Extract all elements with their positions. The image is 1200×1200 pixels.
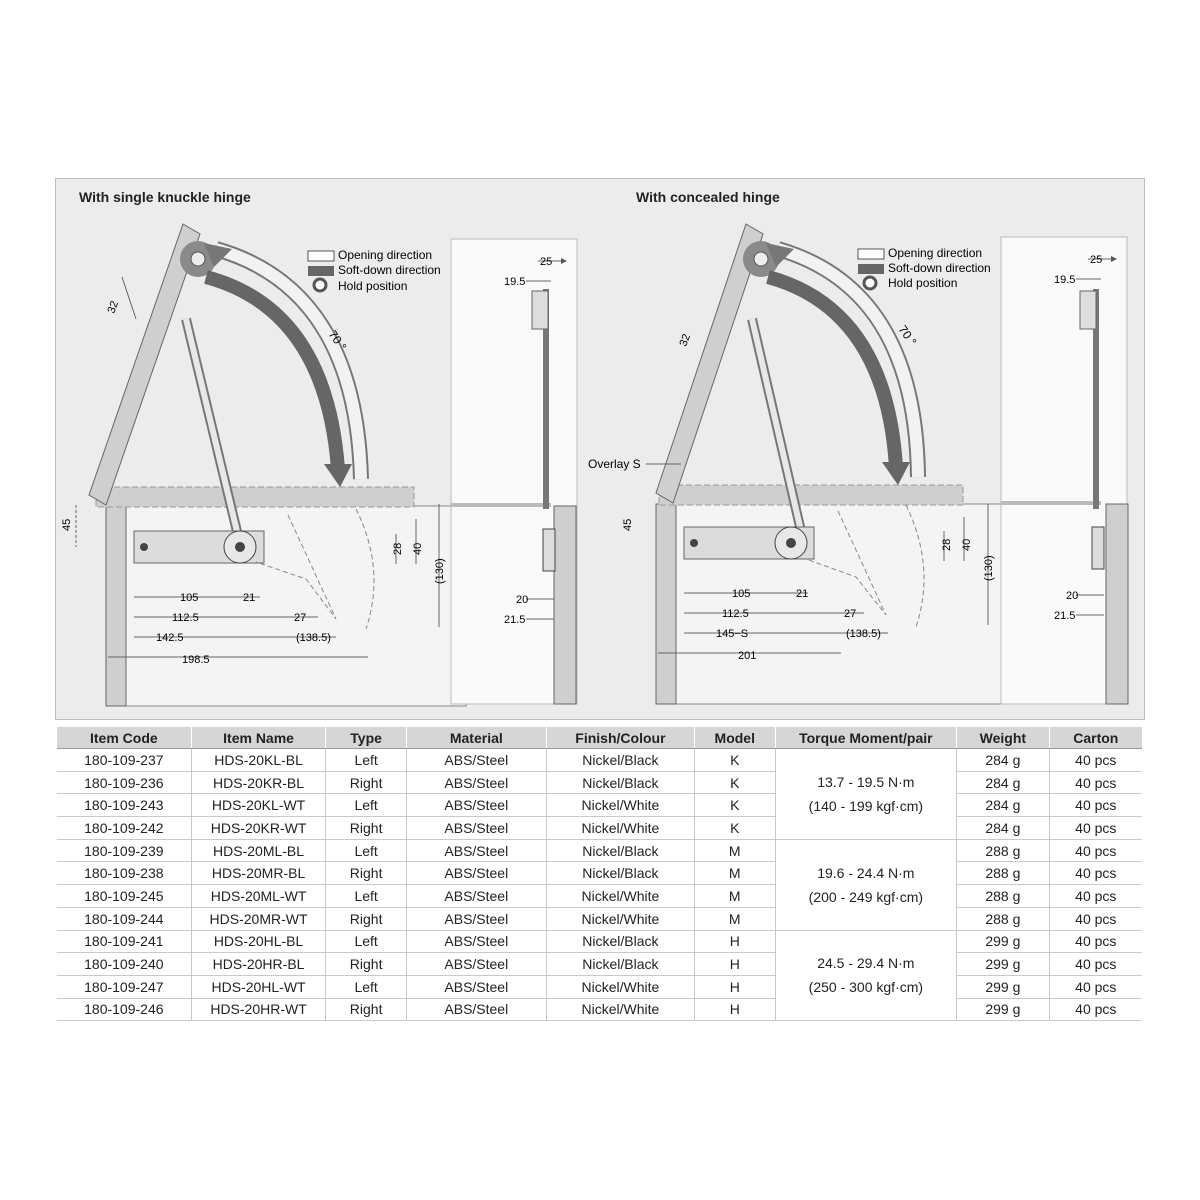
dim-21: 21 (243, 592, 256, 604)
table-row (57, 839, 1142, 862)
table-body (57, 749, 1142, 1021)
table-row (57, 862, 1142, 885)
cell-material: ABS/Steel (406, 930, 546, 953)
cell-finish: Nickel/White (546, 817, 694, 840)
cell-name: HDS-20KR-BL (191, 771, 326, 794)
cell-finish: Nickel/Black (546, 953, 694, 976)
cell-weight: 299 g (957, 998, 1049, 1021)
cell-model: H (695, 998, 775, 1021)
header-weight: Weight (957, 727, 1049, 749)
header-item-name: Item Name (191, 727, 326, 749)
side-dim-21-2: 21.5 (1054, 610, 1076, 622)
cell-model: M (695, 862, 775, 885)
cell-finish: Nickel/White (546, 975, 694, 998)
softdown-legend-swatch (308, 266, 334, 276)
overlay-label: Overlay S (588, 457, 641, 471)
header-item-code: Item Code (57, 727, 191, 749)
angle-label: 70 ° (325, 327, 350, 354)
cell-model: K (695, 794, 775, 817)
dim-138: (138.5) (296, 632, 331, 644)
legend-opening-2: Opening direction (888, 246, 983, 260)
header-material: Material (406, 727, 546, 749)
dim-45: 45 (61, 518, 73, 531)
cell-name: HDS-20HR-WT (191, 998, 326, 1021)
cell-carton: 40 pcs (1049, 794, 1142, 817)
concealed-side-view (1001, 237, 1128, 704)
softdown-arc (206, 277, 338, 469)
cell-type: Right (326, 998, 406, 1021)
torque-nm: 19.6 - 24.4 N·m (817, 864, 915, 881)
cell-material: ABS/Steel (406, 839, 546, 862)
cell-type: Right (326, 817, 406, 840)
knuckle-side-view (451, 239, 577, 704)
dim-28-2: 28 (941, 538, 953, 551)
side-dim-19: 19.5 (504, 276, 526, 288)
cell-material: ABS/Steel (406, 862, 546, 885)
cell-material: ABS/Steel (406, 794, 546, 817)
cell-finish: Nickel/Black (546, 862, 694, 885)
cell-carton: 40 pcs (1049, 817, 1142, 840)
header-carton: Carton (1049, 727, 1142, 749)
dim-130: (130) (434, 558, 446, 584)
cell-type: Right (326, 862, 406, 885)
cell-finish: Nickel/White (546, 907, 694, 930)
header-torque: Torque Moment/pair (775, 727, 957, 749)
cell-weight: 288 g (957, 907, 1049, 930)
side-dim-21: 21.5 (504, 614, 526, 626)
cell-weight: 284 g (957, 794, 1049, 817)
cell-model: K (695, 817, 775, 840)
cell-name: HDS-20HL-WT (191, 975, 326, 998)
lid-closed (96, 487, 414, 507)
cell-carton: 40 pcs (1049, 975, 1142, 998)
cell-carton: 40 pcs (1049, 953, 1142, 976)
cell-weight: 288 g (957, 885, 1049, 908)
header-model: Model (695, 727, 775, 749)
dim-40: 40 (412, 542, 424, 555)
cell-name: HDS-20KL-WT (191, 794, 326, 817)
cell-code: 180-109-246 (57, 998, 191, 1021)
torque-kgf: (200 - 249 kgf·cm) (808, 888, 924, 905)
dim-28: 28 (392, 542, 404, 555)
cell-name: HDS-20HR-BL (191, 953, 326, 976)
table-row (57, 794, 1142, 817)
cell-carton: 40 pcs (1049, 930, 1142, 953)
cell-carton: 40 pcs (1049, 771, 1142, 794)
torque-nm: 13.7 - 19.5 N·m (817, 773, 915, 790)
dim-32: 32 (105, 299, 122, 316)
legend-hold-2: Hold position (888, 276, 958, 290)
cell-code: 180-109-240 (57, 953, 191, 976)
cell-weight: 299 g (957, 953, 1049, 976)
dim-45-2: 45 (622, 518, 634, 531)
cell-name: HDS-20KL-BL (191, 749, 326, 772)
cell-code: 180-109-247 (57, 975, 191, 998)
side-dim-20: 20 (516, 594, 529, 606)
dim-142: 142.5 (156, 632, 184, 644)
dim-112: 112.5 (172, 612, 199, 624)
cell-model: M (695, 839, 775, 862)
cell-type: Left (326, 794, 406, 817)
cell-code: 180-109-241 (57, 930, 191, 953)
cell-finish: Nickel/Black (546, 839, 694, 862)
side-dim-25: 25 (540, 256, 553, 268)
opening-legend-swatch (308, 251, 334, 261)
cell-code: 180-109-243 (57, 794, 191, 817)
concealed-hinge-diagram (588, 224, 1016, 704)
table-row (57, 771, 1142, 794)
cell-finish: Nickel/White (546, 998, 694, 1021)
cell-weight: 299 g (957, 975, 1049, 998)
dim-112-2: 112.5 (722, 608, 749, 620)
cell-weight: 284 g (957, 771, 1049, 794)
cell-weight: 288 g (957, 862, 1049, 885)
cell-code: 180-109-236 (57, 771, 191, 794)
cell-weight: 284 g (957, 749, 1049, 772)
dim-130-2: (130) (983, 555, 995, 581)
legend-softdown-2: Soft-down direction (888, 261, 991, 275)
cell-model: M (695, 885, 775, 908)
dim-27: 27 (294, 612, 307, 624)
table-row (57, 749, 1142, 772)
table-row (57, 998, 1142, 1021)
cell-model: K (695, 749, 775, 772)
cell-finish: Nickel/White (546, 794, 694, 817)
left-diagram-title: With single knuckle hinge (79, 189, 251, 205)
cell-torque (775, 749, 957, 840)
installation-diagrams (56, 179, 1144, 719)
cell-name: HDS-20MR-WT (191, 907, 326, 930)
torque-kgf: (140 - 199 kgf·cm) (808, 797, 924, 814)
side-dim-19-2: 19.5 (1054, 274, 1076, 286)
cell-carton: 40 pcs (1049, 885, 1142, 908)
cell-name: HDS-20ML-WT (191, 885, 326, 908)
cell-material: ABS/Steel (406, 771, 546, 794)
dim-105-2: 105 (732, 588, 751, 600)
spec-table (57, 727, 1142, 1021)
cell-weight: 288 g (957, 839, 1049, 862)
table-row (57, 885, 1142, 908)
cell-type: Right (326, 771, 406, 794)
cell-model: K (695, 771, 775, 794)
table-row (57, 953, 1142, 976)
table-row (57, 817, 1142, 840)
dim-138-2: (138.5) (846, 628, 881, 640)
cabinet-side-panel (106, 506, 126, 706)
cell-model: H (695, 975, 775, 998)
cell-name: HDS-20ML-BL (191, 839, 326, 862)
cell-material: ABS/Steel (406, 817, 546, 840)
cell-carton: 40 pcs (1049, 907, 1142, 930)
cell-finish: Nickel/Black (546, 930, 694, 953)
cell-material: ABS/Steel (406, 998, 546, 1021)
legend-hold: Hold position (338, 279, 408, 293)
cell-type: Left (326, 975, 406, 998)
dim-105: 105 (180, 592, 199, 604)
cell-material: ABS/Steel (406, 749, 546, 772)
angle-label-2: 70 ° (895, 322, 920, 349)
cell-code: 180-109-238 (57, 862, 191, 885)
legend-softdown: Soft-down direction (338, 263, 441, 277)
cell-carton: 40 pcs (1049, 749, 1142, 772)
cell-model: M (695, 907, 775, 930)
cell-type: Left (326, 839, 406, 862)
dim-201: 201 (738, 650, 757, 662)
knuckle-hinge-diagram (61, 224, 466, 706)
dim-27-2: 27 (844, 608, 857, 620)
torque-nm: 24.5 - 29.4 N·m (817, 955, 915, 972)
cell-torque (775, 839, 957, 930)
cell-model: H (695, 953, 775, 976)
cell-carton: 40 pcs (1049, 998, 1142, 1021)
legend-opening: Opening direction (338, 248, 433, 262)
header-type: Type (326, 727, 406, 749)
dim-32-2: 32 (677, 332, 694, 349)
table-row (57, 975, 1142, 998)
diagram-panel (55, 178, 1145, 720)
cell-finish: Nickel/Black (546, 771, 694, 794)
cell-carton: 40 pcs (1049, 862, 1142, 885)
cell-material: ABS/Steel (406, 975, 546, 998)
dim-145s: 145−S (716, 628, 749, 640)
cell-material: ABS/Steel (406, 885, 546, 908)
cell-code: 180-109-244 (57, 907, 191, 930)
cell-code: 180-109-239 (57, 839, 191, 862)
cell-weight: 299 g (957, 930, 1049, 953)
table-row (57, 907, 1142, 930)
cell-torque (775, 930, 957, 1021)
cell-material: ABS/Steel (406, 953, 546, 976)
dim-21-2: 21 (796, 588, 809, 600)
cell-name: HDS-20KR-WT (191, 817, 326, 840)
cell-carton: 40 pcs (1049, 839, 1142, 862)
cell-finish: Nickel/Black (546, 749, 694, 772)
cell-type: Left (326, 749, 406, 772)
header-finish: Finish/Colour (546, 727, 694, 749)
side-dim-20-2: 20 (1066, 590, 1079, 602)
dim-40-2: 40 (961, 538, 973, 551)
right-diagram-title: With concealed hinge (636, 189, 780, 205)
side-dim-25-2: 25 (1090, 254, 1103, 266)
cell-name: HDS-20HL-BL (191, 930, 326, 953)
cell-weight: 284 g (957, 817, 1049, 840)
torque-kgf: (250 - 300 kgf·cm) (808, 979, 924, 996)
dim-198: 198.5 (182, 654, 210, 666)
cell-type: Right (326, 907, 406, 930)
cell-code: 180-109-245 (57, 885, 191, 908)
cell-model: H (695, 930, 775, 953)
cell-type: Right (326, 953, 406, 976)
table-header-row (57, 727, 1142, 749)
hold-legend-icon (314, 279, 326, 291)
table-row (57, 930, 1142, 953)
cell-code: 180-109-237 (57, 749, 191, 772)
cell-type: Left (326, 930, 406, 953)
cell-finish: Nickel/White (546, 885, 694, 908)
cell-code: 180-109-242 (57, 817, 191, 840)
cell-name: HDS-20MR-BL (191, 862, 326, 885)
cell-material: ABS/Steel (406, 907, 546, 930)
cell-type: Left (326, 885, 406, 908)
